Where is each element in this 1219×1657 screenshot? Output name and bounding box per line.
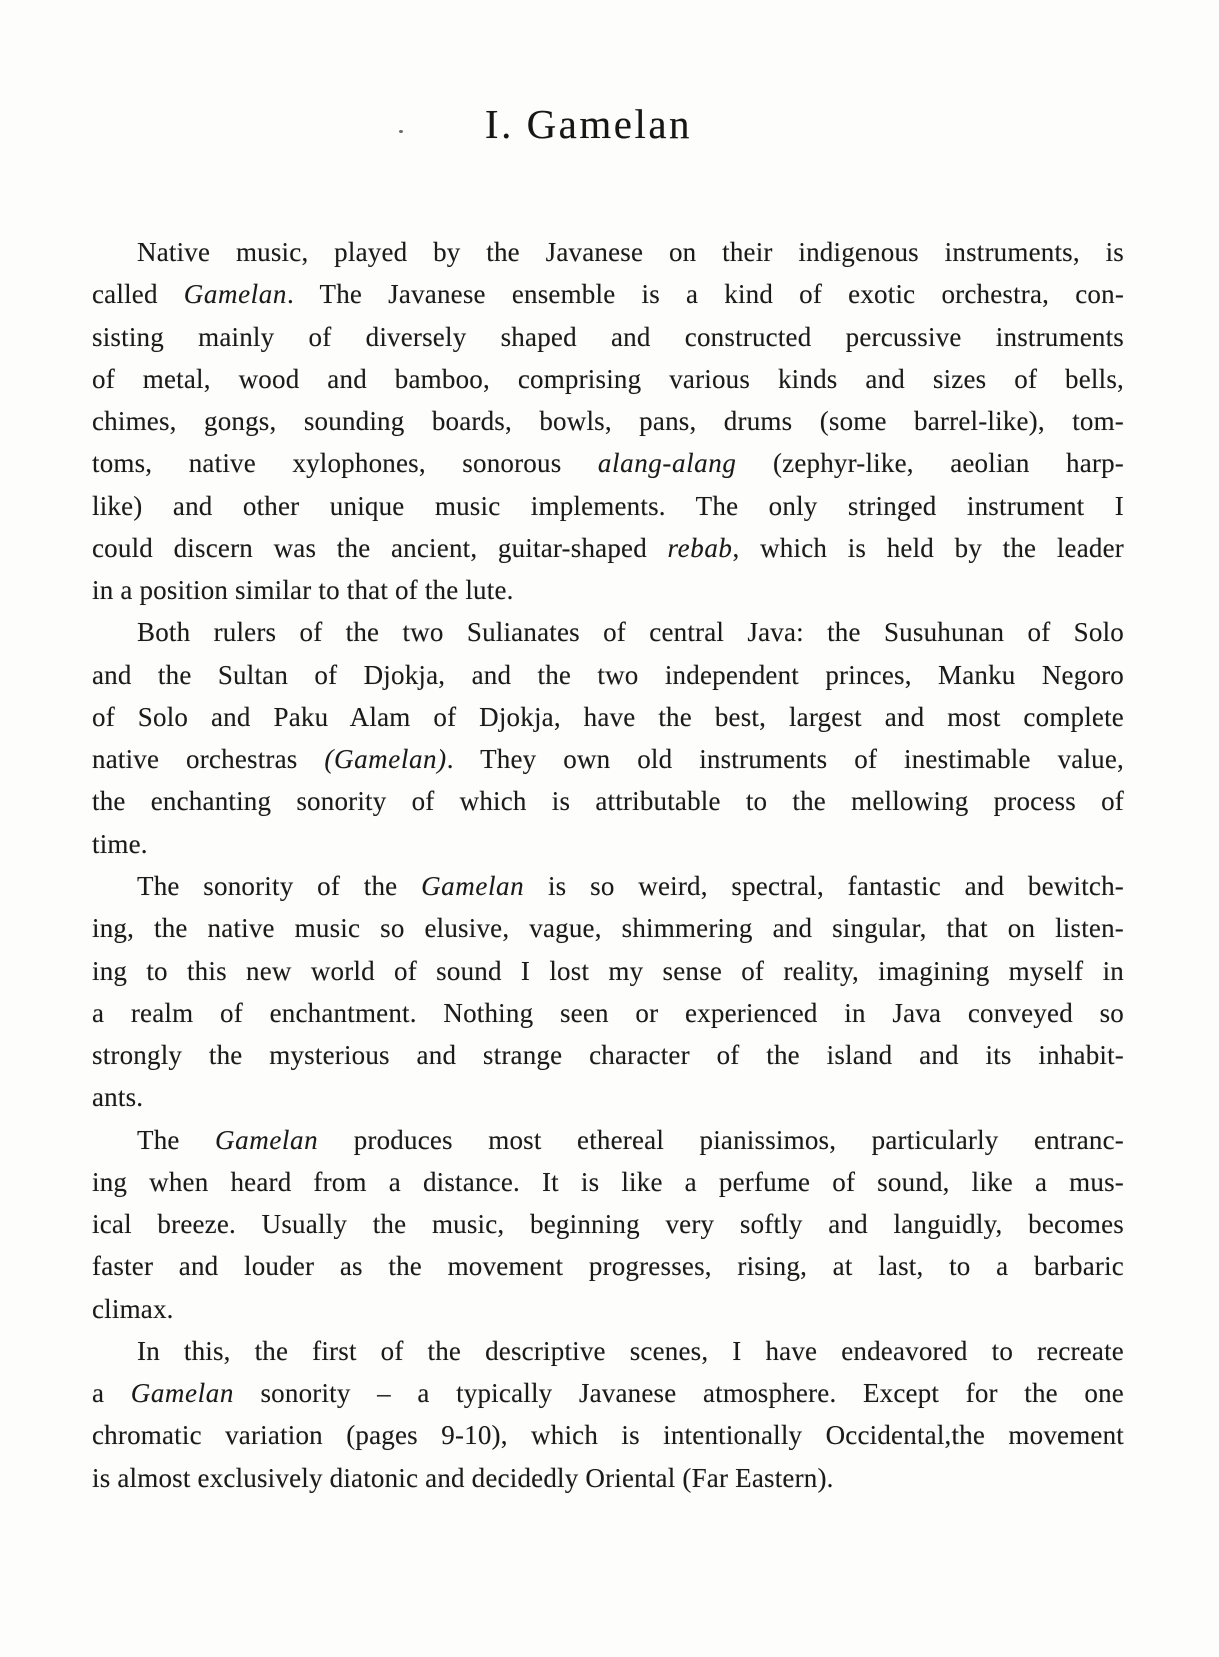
text-line: ical breeze. Usually the music, beginning very softly and languidly, becomes: [92, 1209, 1124, 1240]
italic-term: Gamelan: [421, 870, 525, 901]
text-line: is almost exclusively diatonic and decidedly Oriental (Far Eastern).: [92, 1462, 834, 1493]
page-title: I. Gamelan: [484, 101, 693, 147]
italic-term: alang-alang: [597, 448, 737, 479]
text-line: called Gamelan. The Javanese ensemble is a kind of exotic orchestra, con-: [92, 279, 1125, 310]
text-line: faster and louder as the movement progresses, rising, at last, to a barbaric: [92, 1251, 1124, 1282]
italic-term: (Gamelan): [324, 744, 447, 775]
italic-term: Gamelan: [215, 1124, 319, 1155]
text-line: Native music, played by the Javanese on their indigenous instruments, is: [137, 237, 1124, 267]
text-line: ing when heard from a distance. It is like a perfume of sound, like a mus-: [92, 1166, 1124, 1197]
text-line: sisting mainly of diversely shaped and constructed percussive instruments: [92, 321, 1124, 352]
italic-term: Gamelan: [183, 279, 287, 310]
text-line: a Gamelan sonority – a typically Javanese atmosphere. Except for the one: [92, 1378, 1124, 1409]
text-line: Both rulers of the two Sulianates of central Java: the Susuhunan of Solo: [137, 617, 1124, 648]
text-line: and the Sultan of Djokja, and the two independent princes, Manku Negoro: [92, 659, 1124, 690]
text-line: chromatic variation (pages 9-10), which is intentionally Occidental,the movement: [92, 1420, 1124, 1451]
italic-term: Gamelan: [130, 1378, 234, 1409]
text-line: in a position similar to that of the lute.: [92, 575, 514, 606]
text-line: chimes, gongs, sounding boards, bowls, pans, drums (some barrel-like), tom-: [92, 406, 1124, 437]
document-body: [92, 231, 1124, 1499]
text-line: strongly the mysterious and strange character of the island and its inhabit-: [92, 1040, 1124, 1071]
text-line: the enchanting sonority of which is attributable to the mellowing process of: [92, 786, 1124, 817]
text-line: could discern was the ancient, guitar-shaped rebab, which is held by the leader: [92, 532, 1124, 563]
text-line: The Gamelan produces most ethereal pianissimos, particularly entranc-: [137, 1124, 1124, 1155]
text-line: like) and other unique music implements. The only stringed instrument I: [92, 490, 1124, 521]
text-line: In this, the first of the descriptive scenes, I have endeavored to recreate: [137, 1335, 1124, 1366]
text-line: ing, the native music so elusive, vague, shimmering and singular, that on listen-: [92, 913, 1124, 944]
text-line: native orchestras (Gamelan). They own old instruments of inestimable value,: [92, 744, 1124, 775]
text-line: toms, native xylophones, sonorous alang-alang (zephyr-like, aeolian harp-: [92, 448, 1124, 479]
text-line: climax.: [92, 1293, 174, 1324]
text-line: ants.: [92, 1082, 144, 1113]
text-line: of metal, wood and bamboo, comprising various kinds and sizes of bells,: [92, 363, 1124, 394]
text-line: The sonority of the Gamelan is so weird, spectral, fantastic and bewitch-: [137, 870, 1124, 901]
text-line: ing to this new world of sound I lost my sense of reality, imagining myself in: [92, 955, 1124, 986]
italic-term: rebab: [667, 532, 733, 563]
text-line: of Solo and Paku Alam of Djokja, have the best, largest and most complete: [92, 701, 1124, 732]
text-line: time.: [92, 828, 148, 859]
text-line: a realm of enchantment. Nothing seen or experienced in Java conveyed so: [92, 997, 1124, 1028]
